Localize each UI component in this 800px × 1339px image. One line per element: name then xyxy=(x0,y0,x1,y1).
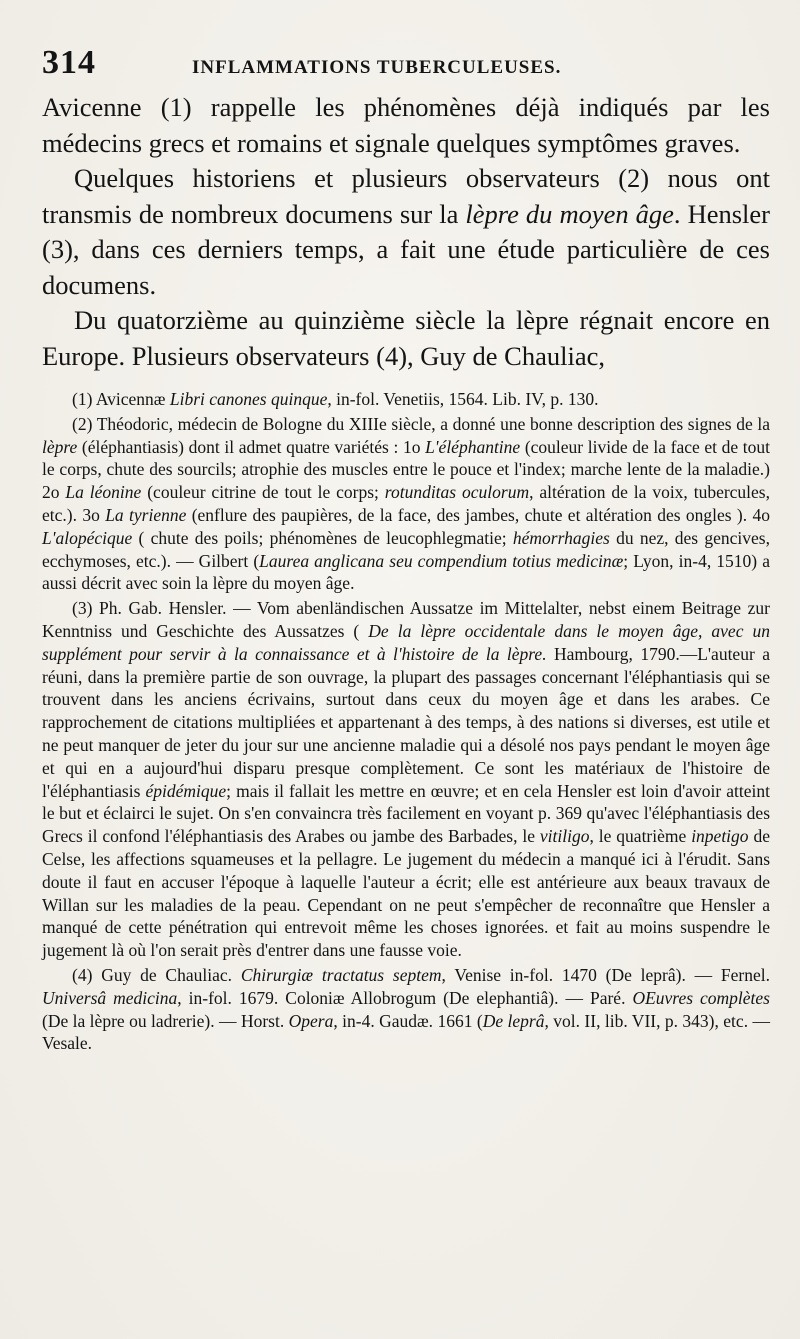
running-title: INFLAMMATIONS TUBERCULEUSES. xyxy=(192,57,562,78)
footnote-1: (1) Avicennæ Libri canones quinque, in-fol. Venetiis, 1564. Lib. IV, p. 130. xyxy=(72,389,599,409)
paragraph-avicenne: Avicenne (1) rappelle les phénomènes déjà indiqués par les médecins grecs et romains et signale quelques symptômes graves. xyxy=(42,92,770,158)
main-text xyxy=(42,90,770,374)
paragraph-historiens: Quelques historiens et plusieurs observateurs (2) nous ont transmis de nombreux documens sur la lèpre du moyen âge. Hensler (3), dans ces derniers temps, a fait une étude particulière de ces documens. xyxy=(42,163,770,300)
footnote-3: (3) Ph. Gab. Hensler. — Vom abenländischen Aussatze im Mittelalter, nebst einem Beitrage zur Kenntniss und Geschichte des Aussatzes ( De la lèpre occidentale dans le moyen âge, avec un supplément pour servir à la connaissance et à l'histoire de la lèpre. Hambourg, 1790.—L'auteur a réuni, dans la première partie de son ouvrage, la plupart des passages concernant l'éléphantiasis qui se trouvent dans les anciens écrivains, surtout dans ceux du moyen âge et dans les arabes. Ce rapprochement de citations multipliées et appartenant à des temps, à des nations si diverses, est utile et ne peut manquer de jeter du jour sur une ancienne maladie qui a désolé nos pays pendant le moyen âge et qui en a aujourd'hui disparu presque complètement. Ce sont les matériaux de l'histoire de l'éléphantiasis épidémique; mais il fallait les mettre en œuvre; et en cela Hensler est loin d'avoir atteint le but et éclairci le sujet. On s'en convaincra très facilement en voyant p. 369 qu'avec l'éléphantiasis des Grecs il confond l'éléphantiasis des Arabes ou jambe des Barbades, le vitiligo, le quatrième inpetigo de Celse, les affections squameuses et la pellagre. Le jugement du médecin a manqué ici à l'érudit. Sans doute il faut en accuser l'époque à laquelle l'auteur a écrit; elle est antérieure aux beaux travaux de Willan sur les maladies de la peau. Cependant on ne peut s'empêcher de reconnaître que Hensler a manqué de cette pénétration qui entrevoit même les choses ignorées. et fait au moins suspendre le jugement là où l'on serait près d'entrer dans une fausse voie. xyxy=(42,598,770,961)
page-header xyxy=(42,44,770,90)
footnote-2: (2) Théodoric, médecin de Bologne du XIIIe siècle, a donné une bonne description des signes de la lèpre (éléphantiasis) dont il admet quatre variétés : 1o L'éléphantine (couleur livide de la face et de tout le corps, chute des sourcils; atrophie des muscles entre le pouce et l'index; marche lente de la maladie.) 2o La léonine (couleur citrine de tout le corps; rotunditas oculorum, altération de la voix, tubercules, etc.). 3o La tyrienne (enflure des paupières, de la face, des jambes, chute et altération des ongles ). 4o L'alopécique ( chute des poils; phénomènes de leucophlegmatie; hémorrhagies du nez, des gencives, ecchymoses, etc.). — Gilbert (Laurea anglicana seu compendium totius medicinæ; Lyon, in-4, 1510) a aussi décrit avec soin la lèpre du moyen âge. xyxy=(42,413,770,594)
paragraph-quatorzieme: Du quatorzième au quinzième siècle la lèpre régnait encore en Europe. Plusieurs observateurs (4), Guy de Chauliac, xyxy=(42,305,770,371)
footnotes xyxy=(42,388,770,1055)
footnote-4: (4) Guy de Chauliac. Chirurgiæ tractatus septem, Venise in-fol. 1470 (De leprâ). — Fernel. Universâ medicina, in-fol. 1679. Coloniæ Allobrogum (De elephantiâ). — Paré. OEuvres complètes (De la lèpre ou ladrerie). — Horst. Opera, in-4. Gaudæ. 1661 (De leprâ, vol. II, lib. VII, p. 343), etc. — Vesale. xyxy=(42,964,771,1054)
page-number: 314 xyxy=(42,44,96,81)
